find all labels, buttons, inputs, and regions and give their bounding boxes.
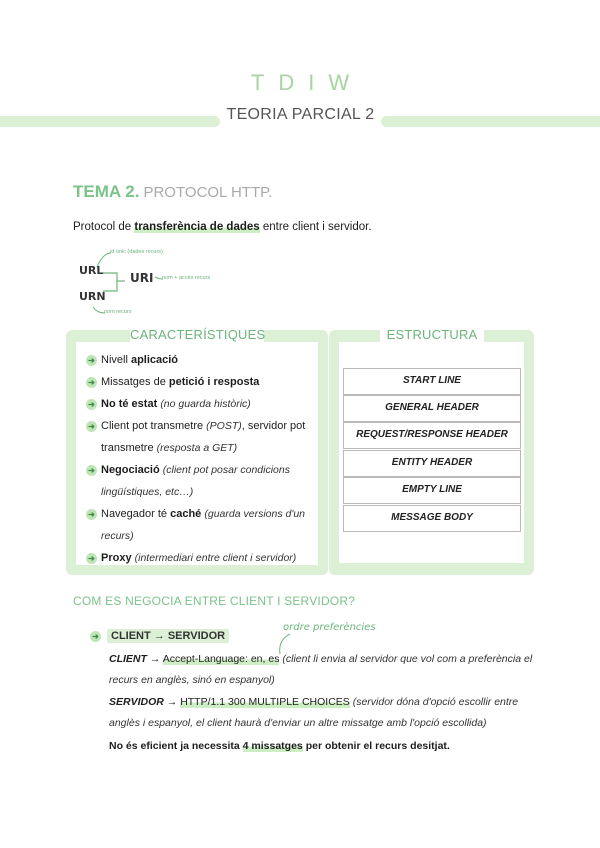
arrow-icon: ➜ [86, 465, 97, 476]
client-request: CLIENT → Accept-Language: en, es (client li envia al servidor que vol com a preferència el recurs en anglès, sinó en espanyol) [109, 653, 533, 686]
url-label: URL [79, 264, 104, 277]
structure-row: GENERAL HEADER [343, 395, 521, 422]
intro-highlight: transferència de dades [134, 221, 260, 233]
title-bar-right [381, 116, 600, 127]
diagram-lines [75, 245, 255, 320]
arrow-icon: ➜ [86, 421, 97, 432]
intro-suffix: entre client i servidor. [259, 221, 372, 233]
characteristics-title: CARACTERÍSTIQUES [130, 327, 266, 342]
section-heading [73, 182, 272, 202]
title-bar-left [0, 116, 220, 127]
urn-note: nom recurs [104, 309, 132, 315]
list-item: ➜ Negociació (client pot posar condicions lingüístiques, etc…) [86, 459, 326, 503]
structure-title: ESTRUCTURA [380, 327, 484, 342]
conclusion: No és eficient ja necessita 4 missatges per obtenir el recurs desitjat. [109, 740, 450, 752]
structure-row: ENTITY HEADER [343, 450, 521, 477]
negotiation-heading: COM ES NEGOCIA ENTRE CLIENT I SERVIDOR? [73, 594, 356, 608]
order-note: ordre preferències [283, 622, 376, 633]
intro-prefix: Protocol de [73, 221, 135, 233]
intro-text [73, 221, 372, 233]
arrow-icon: ➜ [86, 377, 97, 388]
page-subtitle: TEORIA PARCIAL 2 [226, 106, 375, 123]
negotiation-label-line [90, 630, 229, 642]
tema-number: TEMA 2. [73, 182, 140, 201]
tema-name: PROTOCOL HTTP. [143, 184, 273, 201]
arrow-icon: ➜ [90, 631, 101, 642]
course-title: TDIW [250, 70, 364, 95]
url-note: id únic (dades recurs) [110, 249, 163, 255]
uri-note: nom + accés recurs [162, 275, 211, 281]
list-item: ➜ Navegador té caché (guarda versions d'un recurs) [86, 503, 326, 547]
uri-label: URI [130, 271, 154, 285]
structure-row: START LINE [343, 368, 521, 395]
urn-label: URN [79, 290, 106, 303]
arrow-icon: ➜ [86, 509, 97, 520]
arrow-icon: ➜ [86, 399, 97, 410]
server-response: SERVIDOR → HTTP/1.1 300 MULTIPLE CHOICES (servidor dóna d'opció escollir entre anglès i espanyol, el client haurà d'enviar un altre missatge amb l'opció escollida) [109, 696, 519, 729]
structure-row: EMPTY LINE [343, 477, 521, 504]
structure-row: REQUEST/RESPONSE HEADER [343, 422, 521, 449]
arrow-icon: ➜ [86, 553, 97, 564]
arrow-icon: ➜ [86, 355, 97, 366]
list-item: ➜ Client pot transmetre (POST), servidor pot transmetre (resposta a GET) [86, 415, 326, 459]
negotiation-label: CLIENT → SERVIDOR [107, 629, 229, 643]
structure-row: MESSAGE BODY [343, 505, 521, 532]
